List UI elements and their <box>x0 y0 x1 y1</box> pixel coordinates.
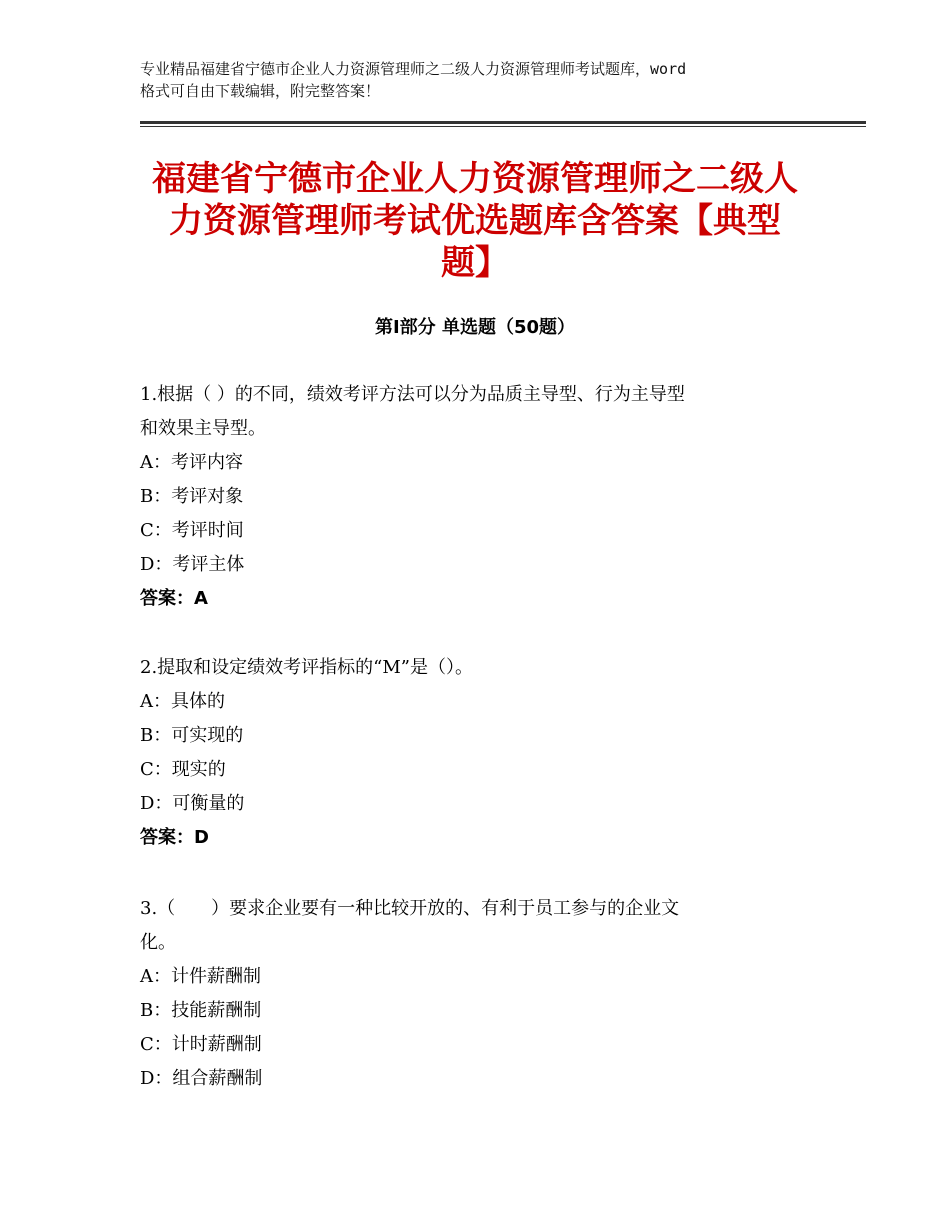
document-header-note <box>140 58 830 102</box>
option-a: A：具体的 <box>140 691 225 712</box>
option-b: B：可实现的 <box>140 725 244 746</box>
option-d: D：考评主体 <box>140 554 245 575</box>
header-note-line: 格式可自由下载编辑，附完整答案！ <box>140 82 381 100</box>
option-c: C：计时薪酬制 <box>140 1034 262 1055</box>
option-a: A：考评内容 <box>140 452 243 473</box>
option-a: A：计件薪酬制 <box>140 966 261 987</box>
answer-line: 答案：D <box>140 827 209 848</box>
option-d: D：组合薪酬制 <box>140 1068 263 1089</box>
question-block <box>140 655 820 859</box>
header-divider-thin <box>140 126 866 127</box>
question-stem: 3.（ ）要求企业要有一种比较开放的、有利于员工参与的企业文 <box>140 898 680 919</box>
document-title <box>140 158 810 284</box>
title-line: 力资源管理师考试优选题库含答案【典型 <box>169 201 781 241</box>
question-stem: 和效果主导型。 <box>140 418 266 439</box>
title-line: 题】 <box>441 243 509 283</box>
question-block <box>140 896 820 1100</box>
header-divider-thick <box>140 121 866 124</box>
question-stem: 2.提取和设定绩效考评指标的“M”是（）。 <box>140 657 474 678</box>
header-note-line: 专业精品福建省宁德市企业人力资源管理师之二级人力资源管理师考试题库，word <box>140 60 687 78</box>
section-heading: 第Ⅰ部分 单选题（50题） <box>374 317 575 338</box>
question-stem: 1.根据（ ）的不同，绩效考评方法可以分为品质主导型、行为主导型 <box>140 384 685 405</box>
question-block <box>140 382 820 620</box>
option-d: D：可衡量的 <box>140 793 245 814</box>
option-b: B：考评对象 <box>140 486 244 507</box>
title-line: 福建省宁德市企业人力资源管理师之二级人 <box>152 159 798 199</box>
question-stem: 化。 <box>140 932 176 953</box>
option-c: C：现实的 <box>140 759 226 780</box>
answer-line: 答案：A <box>140 588 208 609</box>
option-c: C：考评时间 <box>140 520 244 541</box>
option-b: B：技能薪酬制 <box>140 1000 262 1021</box>
